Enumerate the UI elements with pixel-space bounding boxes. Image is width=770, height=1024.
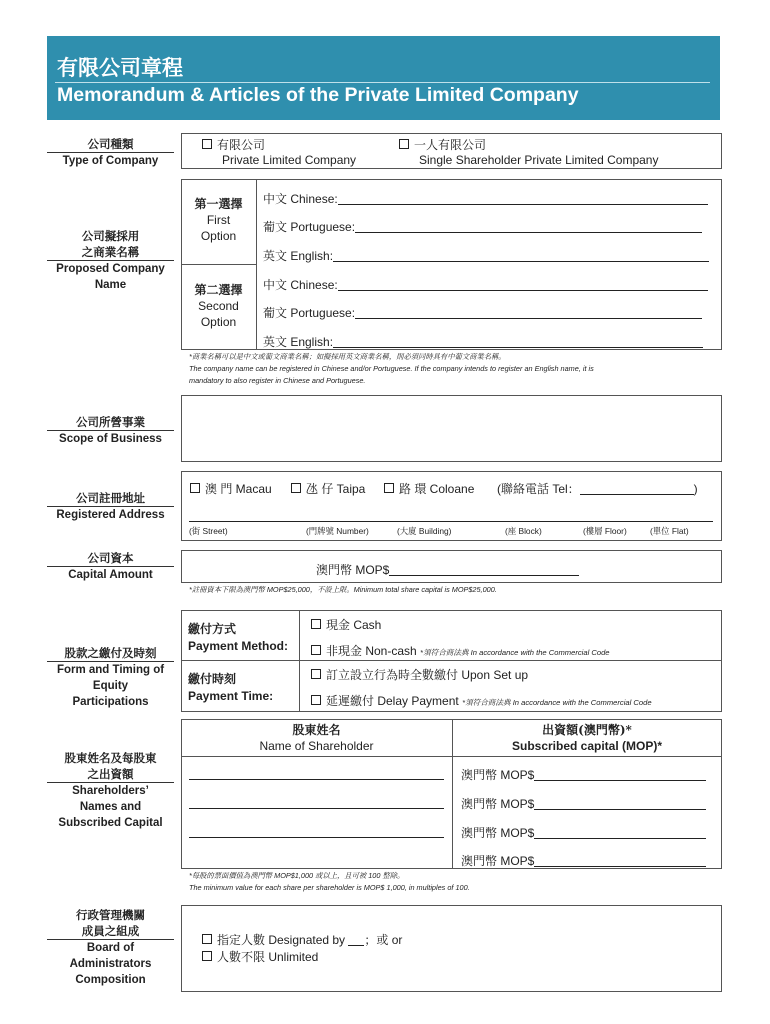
shareholders-label-en3: Subscribed Capital <box>58 817 163 829</box>
mop-label: 澳門幣 MOP$ <box>461 768 535 782</box>
checkbox[interactable] <box>311 669 321 679</box>
divider <box>181 756 722 757</box>
col2-zh: 出資額(澳門幣)* <box>542 723 632 737</box>
input-line[interactable] <box>333 335 703 348</box>
input-line[interactable] <box>348 933 364 946</box>
board-label <box>47 907 174 988</box>
upon-label: 訂立設立行為時全數繳付 Upon Set up <box>326 668 529 682</box>
english-label: 英文 English: <box>263 249 334 263</box>
name-label-en1: Proposed Company <box>56 263 165 275</box>
payment-method-label <box>188 621 288 655</box>
checkbox[interactable] <box>291 483 301 493</box>
checkbox[interactable] <box>202 139 212 149</box>
second-english-field[interactable] <box>263 333 703 350</box>
designated-label: 指定人數 Designated by <box>217 933 346 947</box>
option-unlimited[interactable] <box>202 948 318 965</box>
checkbox[interactable] <box>190 483 200 493</box>
shareholder-name-input[interactable] <box>189 808 444 809</box>
option-designated[interactable] <box>202 931 402 948</box>
noncash-label: 非現金 Non-cash <box>326 644 417 658</box>
board-label-en1: Board of <box>86 942 135 954</box>
chinese-label: 中文 Chinese: <box>263 278 338 292</box>
checkbox[interactable] <box>311 619 321 629</box>
type-of-company-label <box>47 136 174 169</box>
scope-label-en: Scope of Business <box>59 433 162 445</box>
option-noncash[interactable] <box>311 642 610 659</box>
portuguese-label: 葡文 Portuguese: <box>263 306 356 320</box>
first-option-label <box>181 196 256 244</box>
first-zh: 第一選擇 <box>194 197 243 211</box>
checkbox[interactable] <box>202 934 212 944</box>
address-label-en: Registered Address <box>56 509 165 521</box>
type-label-en: Type of Company <box>62 155 159 167</box>
cash-label: 現金 Cash <box>326 618 382 632</box>
first-en2: Option <box>200 229 237 243</box>
noncash-note: *須符合商法典 In accordance with the Commercial Code <box>420 648 610 657</box>
board-label-en3: Composition <box>75 974 146 986</box>
divider <box>256 179 257 350</box>
method-zh: 繳付方式 <box>188 622 237 636</box>
option-macau[interactable] <box>190 480 272 497</box>
address-label-zh: 公司註冊地址 <box>76 491 145 505</box>
name-label-zh2: 之商業名稱 <box>81 245 140 259</box>
scope-label <box>47 414 174 447</box>
second-portuguese-field[interactable] <box>263 304 702 321</box>
divider <box>181 264 256 265</box>
delay-label: 延遲繳付 Delay Payment <box>326 694 459 708</box>
second-zh: 第二選擇 <box>194 283 243 297</box>
divider <box>181 660 722 661</box>
col2-en: Subscribed capital (MOP)* <box>511 739 663 753</box>
input-line[interactable] <box>355 306 702 319</box>
mop-label: 澳門幣 MOP$ <box>461 797 535 811</box>
first-english-field[interactable] <box>263 247 709 264</box>
mop-label: 澳門幣 MOP$ <box>461 854 535 868</box>
capital-note: *註冊資本下限為澳門幣 MOP$25,000，不設上限。Minimum total share capital is MOP$25,000. <box>189 585 497 594</box>
address-input-line[interactable] <box>189 521 713 522</box>
checkbox[interactable] <box>311 695 321 705</box>
tel-end: ) <box>693 482 698 496</box>
unlimited-label: 人數不限 Unlimited <box>217 950 319 964</box>
participation-label-zh: 股款之繳付及時刻 <box>64 646 157 660</box>
input-line[interactable] <box>389 563 579 576</box>
flat-label: (單位 Flat) <box>650 526 689 536</box>
option-delay[interactable] <box>311 692 652 709</box>
note-en1: The company name can be registered in Chinese and/or Portuguese. If the company intends to register an English name, it is <box>189 364 594 373</box>
input-line[interactable] <box>338 192 708 205</box>
designated-end: ；或 or <box>364 933 403 947</box>
method-en: Payment Method: <box>188 639 289 653</box>
col1-zh: 股東姓名 <box>292 723 341 737</box>
number-label: (門牌號 Number) <box>306 526 369 536</box>
capital-mop-label: 澳門幣 MOP$ <box>316 563 390 577</box>
title-chinese: 有限公司章程 <box>57 55 183 80</box>
table-row[interactable] <box>461 852 706 869</box>
capital-field[interactable] <box>316 561 579 578</box>
board-label-en2: Administrators <box>69 958 152 970</box>
col-name-header <box>181 722 452 754</box>
participation-label-en2: Equity <box>92 680 129 692</box>
second-option-label <box>181 282 256 330</box>
shareholders-label-zh1: 股東姓名及每股東 <box>64 751 157 765</box>
second-en2: Option <box>200 315 237 329</box>
sh-note-en: The minimum value for each share per shareholder is MOP$ 1,000, in multiples of 100. <box>189 883 470 892</box>
option-taipa[interactable] <box>291 480 365 497</box>
scope-label-zh: 公司所營事業 <box>76 415 145 429</box>
option-private-limited[interactable] <box>202 136 265 153</box>
shareholders-label-en1: Shareholders’ <box>72 785 149 797</box>
input-line[interactable] <box>338 278 708 291</box>
second-chinese-field[interactable] <box>263 276 708 293</box>
col1-en: Name of Shareholder <box>259 739 374 753</box>
opt1-zh: 有限公司 <box>217 138 266 152</box>
macau-label: 澳 門 Macau <box>205 482 272 496</box>
opt1-en: Private Limited Company <box>222 153 357 167</box>
first-chinese-field[interactable] <box>263 190 708 207</box>
capital-label-zh: 公司資本 <box>87 551 134 565</box>
option-coloane[interactable] <box>384 480 474 497</box>
checkbox[interactable] <box>399 139 409 149</box>
sh-note-zh: *每股的票面價值為澳門幣 MOP$1,000 或以上，且可被 100 整除。 <box>189 871 405 880</box>
second-en1: Second <box>198 299 239 313</box>
divider <box>299 610 300 712</box>
english-label: 英文 English: <box>263 335 334 349</box>
note-en2: mandatory to also register in Chinese and Portuguese. <box>189 376 366 385</box>
coloane-label: 路 環 Coloane <box>399 482 475 496</box>
chinese-label: 中文 Chinese: <box>263 192 338 206</box>
shareholders-label-zh2: 之出資額 <box>87 767 134 781</box>
board-label-zh1: 行政管理機關 <box>76 908 145 922</box>
tel-label: (聯絡電話 Tel： <box>497 482 580 496</box>
shareholders-label <box>47 750 174 831</box>
block-label: (座 Block) <box>505 526 542 536</box>
opt2-zh: 一人有限公司 <box>414 138 487 152</box>
floor-label: (樓層 Floor) <box>583 526 627 536</box>
title-banner <box>47 36 720 120</box>
input-line[interactable] <box>355 220 702 233</box>
checkbox[interactable] <box>311 645 321 655</box>
table-row[interactable] <box>461 824 706 841</box>
input-line[interactable] <box>333 249 709 262</box>
taipa-label: 氹 仔 Taipa <box>306 482 366 496</box>
tel-field[interactable] <box>497 480 698 497</box>
type-label-zh: 公司種類 <box>87 137 134 151</box>
col-capital-header <box>452 722 722 754</box>
payment-time-label <box>188 671 273 705</box>
shareholder-name-input[interactable] <box>189 779 444 780</box>
title-divider <box>55 82 710 83</box>
capital-label <box>47 550 174 583</box>
name-label-zh1: 公司擬採用 <box>81 229 140 243</box>
participation-label <box>47 645 174 710</box>
shareholders-label-en2: Names and <box>79 801 142 813</box>
checkbox[interactable] <box>202 951 212 961</box>
building-label: (大廈 Building) <box>397 526 452 536</box>
first-en1: First <box>206 213 231 227</box>
street-label: (街 Street) <box>189 526 228 536</box>
participation-label-en3: Participations <box>72 696 149 708</box>
title-english: Memorandum & Articles of the Private Limited Company <box>57 84 579 106</box>
input-line[interactable] <box>534 768 706 781</box>
company-name-note <box>189 351 719 387</box>
table-row[interactable] <box>461 795 706 812</box>
mop-label: 澳門幣 MOP$ <box>461 826 535 840</box>
proposed-name-label <box>47 228 174 293</box>
delay-note: *須符合商法典 In accordance with the Commercial Code <box>462 698 652 707</box>
capital-label-en: Capital Amount <box>68 569 153 581</box>
address-label <box>47 490 174 523</box>
note-zh: *商業名稱可以是中文或葡文商業名稱；如擬採用英文商業名稱，則必須同時具有中葡文商業名稱。 <box>189 352 506 361</box>
board-label-zh2: 成員之組成 <box>81 924 140 938</box>
input-line[interactable] <box>534 797 706 810</box>
name-label-en2: Name <box>94 279 127 291</box>
shareholder-name-input[interactable] <box>189 837 444 838</box>
opt2-en: Single Shareholder Private Limited Company <box>419 153 659 167</box>
table-row[interactable] <box>461 766 706 783</box>
time-en: Payment Time: <box>188 689 274 703</box>
input-line[interactable] <box>534 826 706 839</box>
participation-label-en1: Form and Timing of <box>56 664 165 676</box>
time-zh: 繳付時刻 <box>188 672 237 686</box>
input-line[interactable] <box>580 482 694 495</box>
scope-input[interactable] <box>181 395 722 462</box>
checkbox[interactable] <box>384 483 394 493</box>
option-single-shareholder[interactable] <box>399 136 486 153</box>
first-portuguese-field[interactable] <box>263 218 702 235</box>
portuguese-label: 葡文 Portuguese: <box>263 220 356 234</box>
option-upon-setup[interactable] <box>311 666 528 683</box>
option-cash[interactable] <box>311 616 381 633</box>
input-line[interactable] <box>534 854 706 867</box>
shareholders-note <box>189 870 470 894</box>
